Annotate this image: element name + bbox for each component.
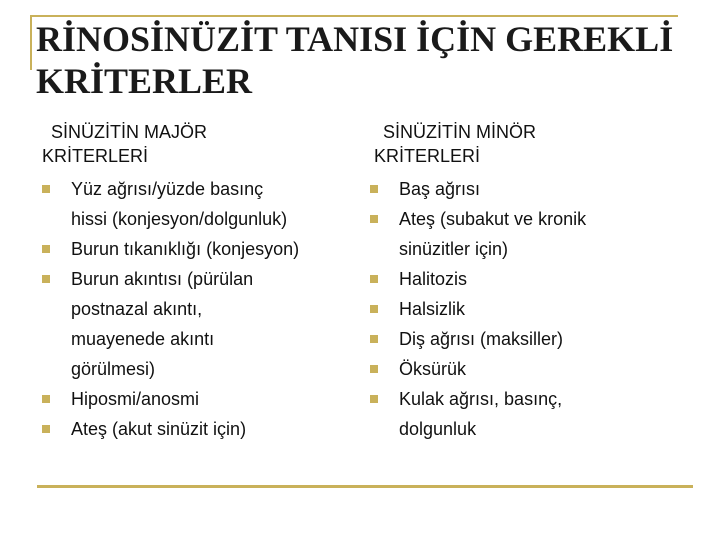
major-item-text: Burun akıntısı (pürülan [71,269,254,289]
square-bullet-icon [370,185,378,193]
top-rule [30,15,678,17]
square-bullet-icon [42,425,50,433]
major-item-text: Ateş (akut sinüzit için) [71,419,247,439]
square-bullet-icon [42,395,50,403]
minor-heading-line-1: SİNÜZİTİN MİNÖR [383,122,536,142]
major-item [40,264,360,384]
minor-item-text: Halitozis [399,269,468,289]
minor-criteria-list [368,174,668,444]
major-item-text: görülmesi) [71,359,156,379]
minor-item-text: dolgunluk [399,419,477,439]
square-bullet-icon [370,395,378,403]
major-item [40,174,360,234]
major-item-text: Burun tıkanıklığı (konjesyon) [71,239,300,259]
slide-title [36,18,696,102]
minor-heading-line-2: KRİTERLERİ [374,146,481,166]
square-bullet-icon [370,275,378,283]
major-item [40,384,360,414]
minor-item [368,264,668,294]
minor-item-text: Halsizlik [399,299,466,319]
square-bullet-icon [42,275,50,283]
major-item-text: muayenede akıntı [71,329,215,349]
major-heading-line-2: KRİTERLERİ [42,146,149,166]
minor-criteria-heading [374,120,654,168]
title-line-2: KRİTERLER [36,61,253,101]
major-item-text: Yüz ağrısı/yüzde basınç [71,179,264,199]
square-bullet-icon [370,365,378,373]
major-criteria-heading [42,120,302,168]
major-criteria-list [40,174,360,444]
square-bullet-icon [370,305,378,313]
major-item-text: Hiposmi/anosmi [71,389,200,409]
minor-item [368,384,668,444]
major-item [40,234,360,264]
left-accent-rule [30,15,32,70]
minor-item [368,204,668,264]
minor-item-text: Öksürük [399,359,467,379]
square-bullet-icon [42,245,50,253]
minor-item-text: Ateş (subakut ve kronik [399,209,587,229]
title-line-1: RİNOSİNÜZİT TANISI İÇİN GEREKLİ [36,19,674,59]
minor-item [368,324,668,354]
square-bullet-icon [370,335,378,343]
minor-item [368,174,668,204]
major-heading-line-1: SİNÜZİTİN MAJÖR [51,122,207,142]
square-bullet-icon [42,185,50,193]
major-item [40,414,360,444]
minor-item-text: Baş ağrısı [399,179,481,199]
minor-item-text: sinüzitler için) [399,239,509,259]
major-item-text: hissi (konjesyon/dolgunluk) [71,209,288,229]
square-bullet-icon [370,215,378,223]
minor-item [368,354,668,384]
minor-item [368,294,668,324]
major-item-text: postnazal akıntı, [71,299,203,319]
bottom-rule [37,485,693,488]
minor-item-text: Diş ağrısı (maksiller) [399,329,564,349]
minor-item-text: Kulak ağrısı, basınç, [399,389,563,409]
